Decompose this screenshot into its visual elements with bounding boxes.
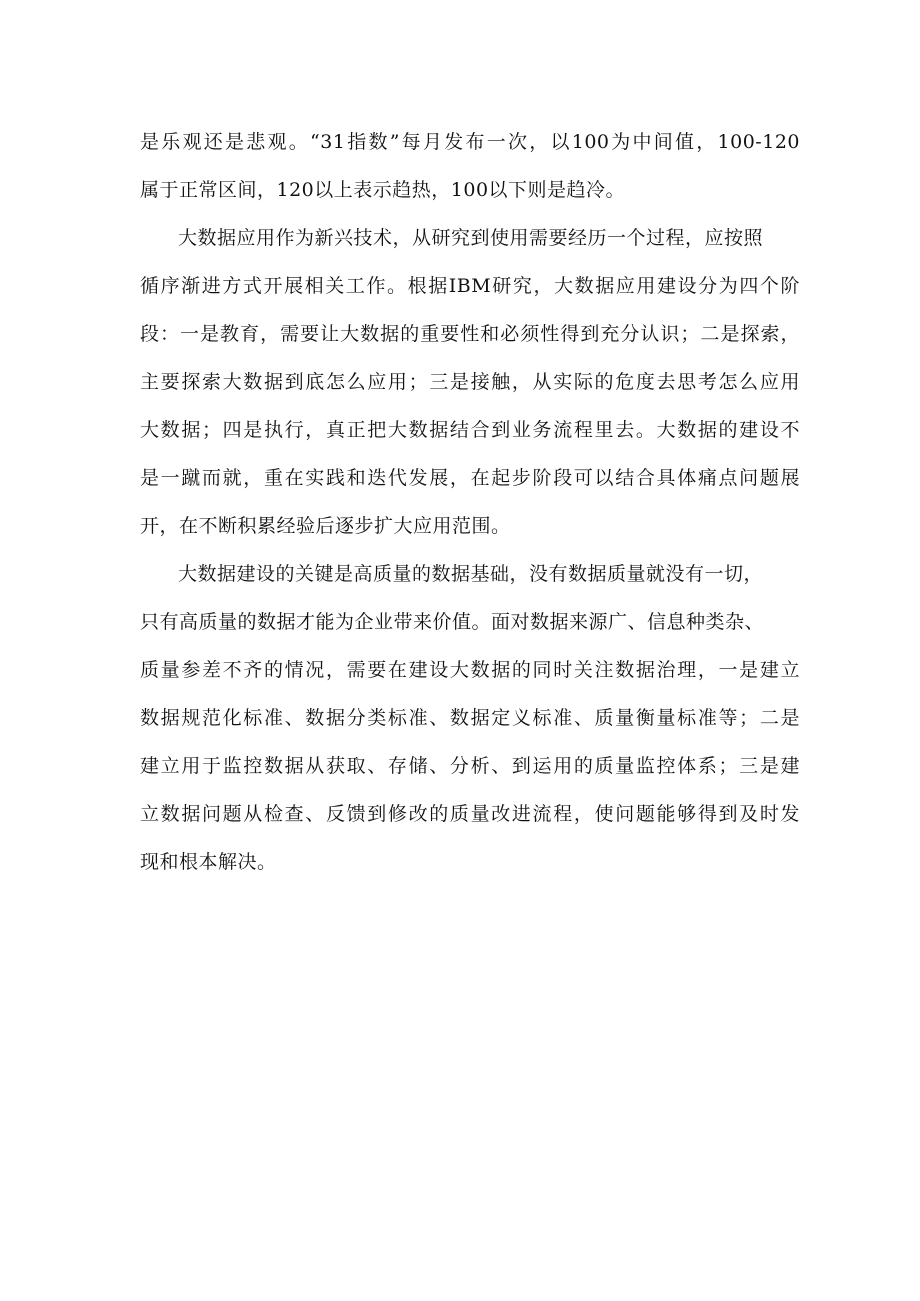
text-line: 数据规范化标准、数据分类标准、数据定义标准、质量衡量标准等；二是 [140,707,800,729]
text-line: 大数据；四是执行，真正把大数据结合到业务流程里去。大数据的建设不 [140,419,800,441]
text-line: 是乐观还是悲观。“31指数”每月发布一次，以100为中间值，100-120 [140,131,800,153]
text-line: 立数据问题从检查、反馈到修改的质量改进流程，使问题能够得到及时发 [140,803,800,825]
text-line: 大数据建设的关键是高质量的数据基础，没有数据质量就没有一切， [178,563,764,585]
document-body [140,118,800,886]
paragraph-2 [140,214,800,550]
text-line: 开，在不断积累经验后逐步扩大应用范围。 [140,515,511,537]
paragraph-3 [140,550,800,886]
text-line: 循序渐进方式开展相关工作。根据IBM研究，大数据应用建设分为四个阶 [140,275,800,297]
text-line: 质量参差不齐的情况，需要在建设大数据的同时关注数据治理，一是建立 [140,659,800,681]
text-line: 属于正常区间，120以上表示趋热，100以下则是趋冷。 [140,179,626,201]
text-line: 大数据应用作为新兴技术，从研究到使用需要经历一个过程，应按照 [178,227,764,249]
text-line: 建立用于监控数据从获取、存储、分析、到运用的质量监控体系；三是建 [140,755,800,777]
text-line: 只有高质量的数据才能为企业带来价值。面对数据来源广、信息种类杂、 [140,611,765,633]
text-line: 主要探索大数据到底怎么应用；三是接触，从实际的危度去思考怎么应用 [140,371,800,393]
paragraph-1 [140,118,800,214]
text-line: 段：一是教育，需要让大数据的重要性和必须性得到充分认识；二是探索， [140,323,800,345]
text-line: 现和根本解决。 [140,851,277,873]
text-line: 是一蹴而就，重在实践和迭代发展，在起步阶段可以结合具体痛点问题展 [140,467,800,489]
